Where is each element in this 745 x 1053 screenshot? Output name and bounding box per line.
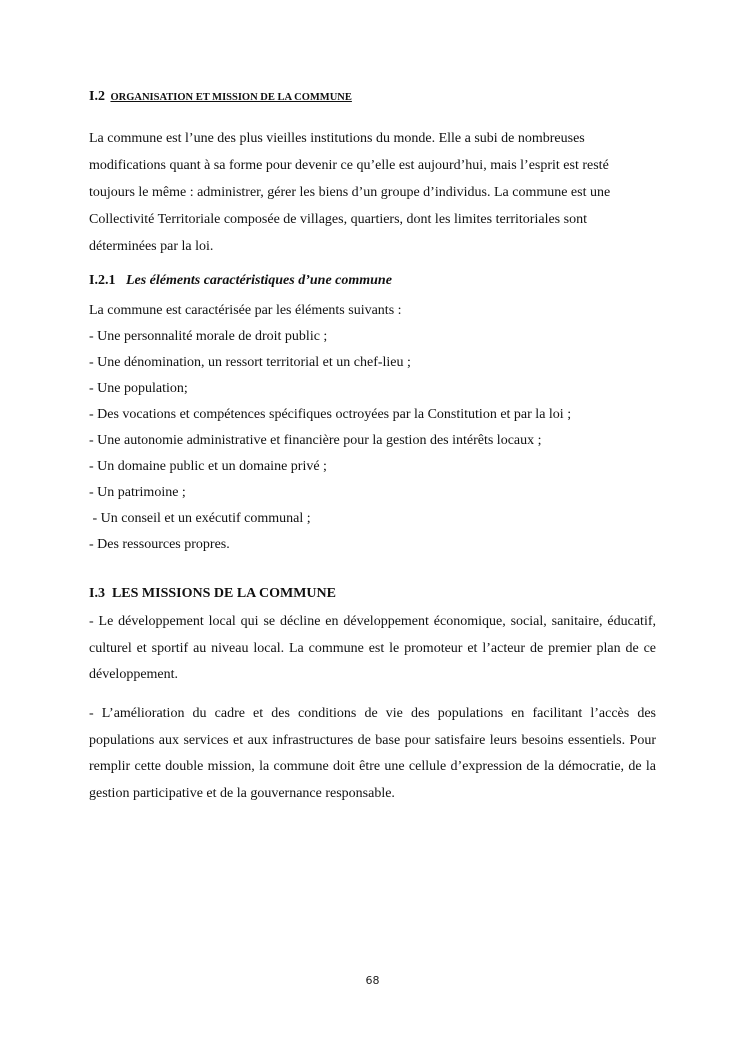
intro-paragraph: La commune est l’une des plus vieilles institutions du monde. Elle a subi de nombreuses modifications quant à sa forme pour devenir ce qu’elle est aujourd’hui, mais l’esprit est resté toujours le même : administrer, gérer les biens d’un groupe d’individus. La commune est une Collectivité Territoriale composée de villages, quartiers, dont les limites territoriales sont déterminées par la loi. [89,131,611,254]
list-item: - Des ressources propres. [89,537,230,552]
list-item: - Un domaine public et un domaine privé ; [89,459,327,474]
list-item: - Une dénomination, un ressort territorial et un chef-lieu ; [89,355,411,370]
list-item: - Une personnalité morale de droit public ; [89,329,328,344]
section-number: I.2 [89,89,105,104]
missions-paragraph-1: - Le développement local qui se décline en développement économique, social, sanitaire, éducatif, culturel et sportif au niveau local. La commune est le promoteur et l’acteur de premier plan de ce développement. [89,614,656,682]
list-intro: La commune est caractérisée par les éléments suivants : [89,303,402,318]
page-number: 68 [365,974,380,987]
characteristics-list [89,298,656,558]
list-item: - Une population; [89,381,188,396]
subsection-heading-1-2-1 [89,273,656,289]
subsection-title: Les éléments caractéristiques d’une commune [125,273,392,288]
section-heading-1-3: I.3 LES MISSIONS DE LA COMMUNE [89,586,336,601]
list-item: - Un patrimoine ; [89,485,186,500]
list-item: - Des vocations et compétences spécifiques octroyées par la Constitution et par la loi ; [89,407,572,422]
list-item: - Un conseil et un exécutif communal ; [89,511,311,526]
missions-paragraph-2: - L’amélioration du cadre et des conditions de vie des populations en facilitant l’accès des populations aux services et aux infrastructures de base pour satisfaire leurs besoins essentiels. Pour remplir cette double mission, la commune doit être une cellule d’expression de la démocratie, de la gestion participative et de la gouvernance responsable. [89,706,656,801]
section-heading-1-2 [89,89,656,105]
subsection-number: I.2.1 [89,273,116,288]
section-title: ORGANISATION ET MISSION DE LA COMMUNE [110,92,352,103]
list-item: - Une autonomie administrative et financière pour la gestion des intérêts locaux ; [89,433,542,448]
